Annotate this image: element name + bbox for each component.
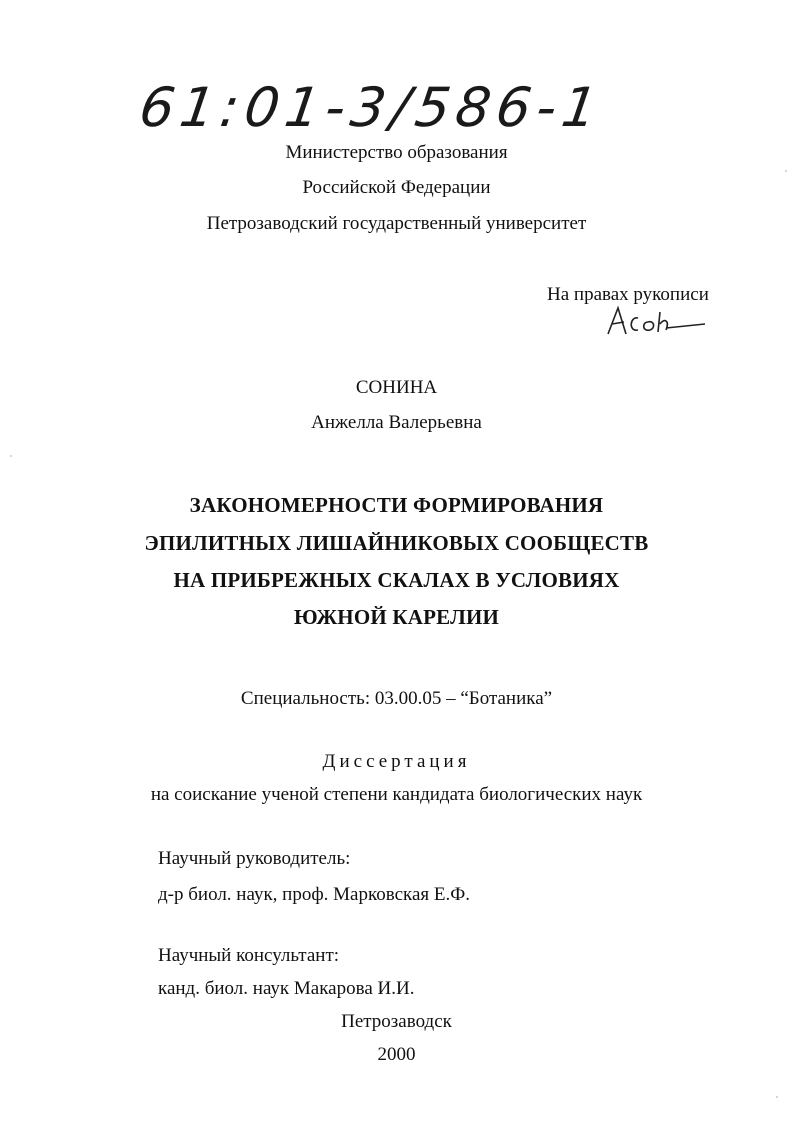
city: Петрозаводск [341, 1011, 452, 1032]
supervisor-name: д-р биол. наук, проф. Марковская Е.Ф. [158, 884, 471, 905]
university-name: Петрозаводский государственный университет [206, 213, 587, 234]
author-given-names: Анжелла Валерьевна [311, 412, 482, 433]
thesis-title-line: ЗАКОНОМЕРНОСТИ ФОРМИРОВАНИЯ [189, 493, 604, 517]
degree-line: на соискание ученой степени кандидата биологических наук [150, 784, 643, 805]
ministry-line-2: Российской Федерации [302, 177, 491, 198]
ministry-line-1: Министерство образования [285, 142, 508, 163]
consultant-label: Научный консультант: [158, 945, 340, 966]
work-type: Диссертация [322, 751, 471, 772]
scan-speck [785, 170, 787, 172]
year: 2000 [377, 1044, 416, 1065]
manuscript-note: На правах рукописи [547, 284, 709, 305]
thesis-title-line: ЭПИЛИТНЫХ ЛИШАЙНИКОВЫХ СООБЩЕСТВ [144, 531, 649, 555]
consultant-name: канд. биол. наук Макарова И.И. [158, 978, 415, 999]
handwritten-signature [600, 300, 710, 340]
scan-speck [776, 1096, 778, 1098]
author-surname: СОНИНА [355, 377, 438, 398]
specialty: Специальность: 03.00.05 – “Ботаника” [240, 688, 553, 709]
thesis-title-line: НА ПРИБРЕЖНЫХ СКАЛАХ В УСЛОВИЯХ [173, 568, 620, 592]
supervisor-label: Научный руководитель: [158, 848, 351, 869]
thesis-title-line: ЮЖНОЙ КАРЕЛИИ [293, 605, 500, 629]
scan-speck [10, 455, 12, 457]
handwritten-archive-number: 61:01-3/586-1 [135, 76, 608, 139]
